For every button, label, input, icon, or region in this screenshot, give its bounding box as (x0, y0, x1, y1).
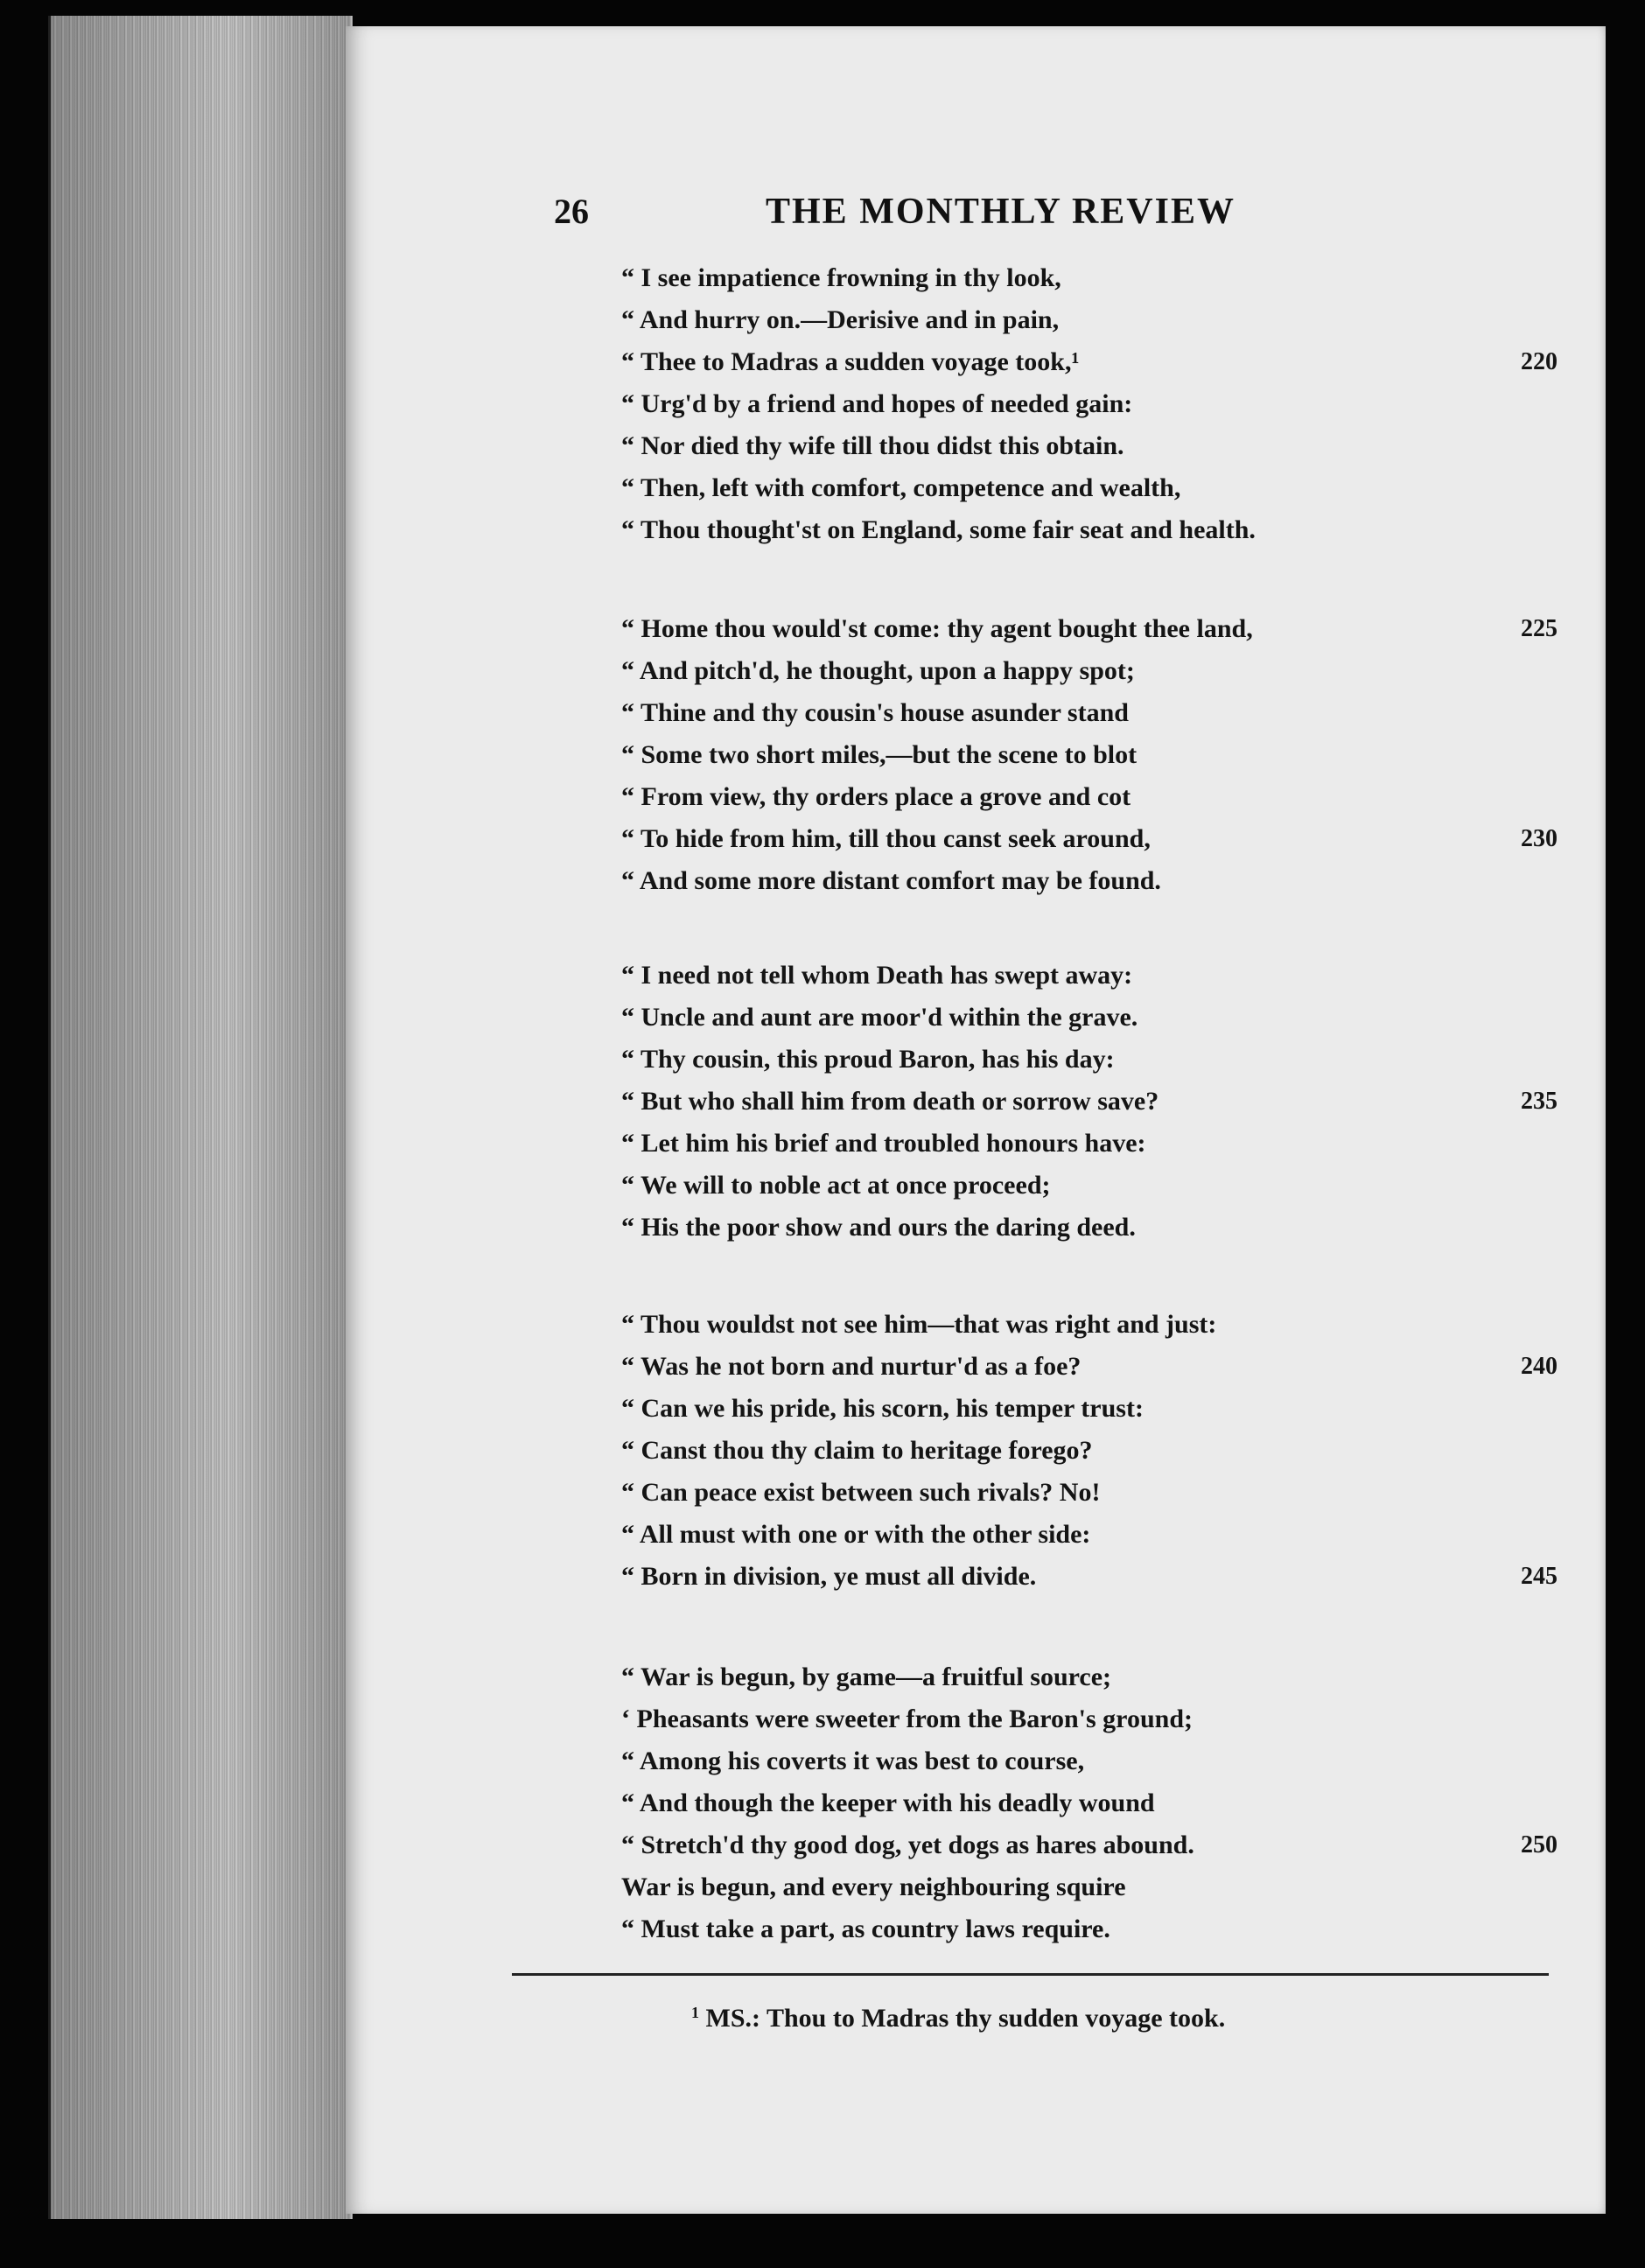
verse-line: War is begun, and every neighbouring squire (621, 1872, 1126, 1901)
line-number: 235 (1521, 1088, 1558, 1115)
verse-line: “ Let him his brief and troubled honours have: (621, 1129, 1146, 1158)
stanza-3 (621, 955, 1558, 1249)
footnote-marker: 1 (691, 2004, 699, 2021)
verse-line: “ Home thou would'st come: thy agent bought thee land, 225 (621, 608, 1558, 650)
verse-line: “ Must take a part, as country laws require. (621, 1914, 1110, 1943)
verse-line: “ Thine and thy cousin's house asunder stand (621, 698, 1129, 727)
running-title: THE MONTHLY REVIEW (766, 192, 1236, 232)
footnote-rule (512, 1973, 1549, 1976)
footnote-text: MS.: Thou to Madras thy sudden voyage took. (705, 2004, 1226, 2033)
stanza-4 (621, 1304, 1558, 1598)
verse-line: “ Thou thought'st on England, some fair seat and health. (621, 515, 1256, 544)
stanza-5 (621, 1656, 1558, 1950)
verse-line: ‘ Pheasants were sweeter from the Baron's ground; (621, 1704, 1193, 1733)
line-number: 220 (1521, 348, 1558, 375)
verse-line: “ Thy cousin, this proud Baron, has his day: (621, 1045, 1115, 1074)
verse-line: “ Stretch'd thy good dog, yet dogs as hares abound. 250 (621, 1824, 1558, 1866)
verse-line: “ Among his coverts it was best to course, (621, 1746, 1085, 1775)
line-number: 230 (1521, 825, 1558, 852)
verse-line: “ Can peace exist between such rivals? No! (621, 1478, 1101, 1507)
stanza-1 (621, 257, 1558, 551)
verse-line: “ I need not tell whom Death has swept away: (621, 961, 1133, 990)
verse-line: “ Nor died thy wife till thou didst this obtain. (621, 431, 1124, 460)
line-number: 225 (1521, 615, 1558, 642)
stanza-2 (621, 608, 1558, 902)
verse-line: “ Was he not born and nurtur'd as a foe? 240 (621, 1346, 1558, 1388)
verse-line: “ To hide from him, till thou canst seek around, 230 (621, 818, 1558, 860)
verse-line: “ Then, left with comfort, competence and wealth, (621, 473, 1181, 502)
line-number: 250 (1521, 1831, 1558, 1858)
page-header (554, 191, 1613, 243)
verse-line: “ War is begun, by game—a fruitful source; (621, 1662, 1112, 1691)
verse-line: “ Can we his pride, his scorn, his temper trust: (621, 1394, 1144, 1423)
verse-line: “ Thou wouldst not see him—that was right and just: (621, 1310, 1217, 1339)
verse-line: “ Some two short miles,—but the scene to blot (621, 740, 1138, 769)
verse-line: “ And though the keeper with his deadly wound (621, 1788, 1155, 1817)
verse-line: “ Canst thou thy claim to heritage forego? (621, 1436, 1093, 1465)
verse-line: “ And hurry on.—Derisive and in pain, (621, 305, 1060, 334)
verse-line: “ Thee to Madras a sudden voyage took,¹ 220 (621, 341, 1558, 383)
page-edges-shadow (48, 16, 350, 2219)
verse-line: “ All must with one or with the other side: (621, 1520, 1091, 1549)
verse-line: “ His the poor show and ours the daring deed. (621, 1213, 1136, 1242)
verse-line: “ We will to noble act at once proceed; (621, 1171, 1051, 1200)
verse-line: “ Born in division, ye must all divide. 245 (621, 1556, 1558, 1598)
verse-line: “ I see impatience frowning in thy look, (621, 263, 1061, 292)
line-number: 245 (1521, 1563, 1558, 1590)
verse-line: “ And pitch'd, he thought, upon a happy spot; (621, 656, 1135, 685)
verse-line: “ But who shall him from death or sorrow save? 235 (621, 1081, 1558, 1123)
footnote (691, 2004, 1225, 2034)
verse-line: “ And some more distant comfort may be found. (621, 866, 1161, 895)
verse-line: “ From view, thy orders place a grove and cot (621, 782, 1131, 811)
page-number: 26 (554, 192, 589, 231)
verse-line: “ Urg'd by a friend and hopes of needed gain: (621, 389, 1133, 418)
line-number: 240 (1521, 1353, 1558, 1380)
verse-line: “ Uncle and aunt are moor'd within the grave. (621, 1003, 1138, 1032)
